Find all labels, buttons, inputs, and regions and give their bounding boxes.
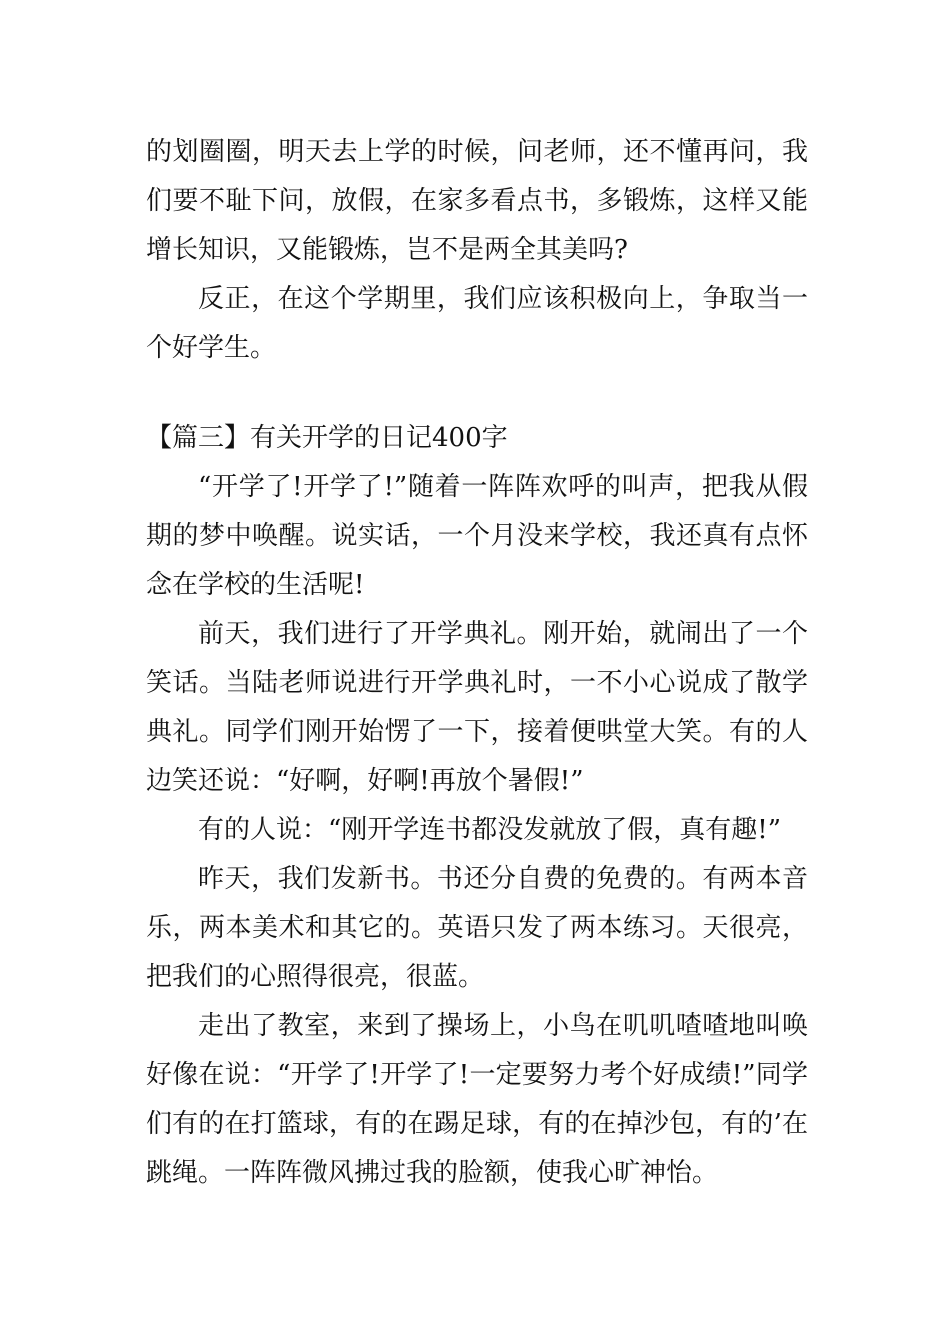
document-page	[146, 128, 808, 1198]
section-heading: 【篇三】有关开学的日记400字	[146, 423, 508, 453]
paragraph-5: 走出了教室，来到了操场上，小鸟在叽叽喳喳地叫唤好像在说：“开学了!开学了!一定要努力考个好成绩!”同学们有的在打篮球，有的在踢足球，有的在掉沙包，有的’在跳绳。一阵阵微风拂过我的脸额，使我心旷神怡。	[146, 1011, 808, 1188]
paragraph-1: “开学了!开学了!”随着一阵阵欢呼的叫声，把我从假期的梦中唤醒。说实话，一个月没来学校，我还真有点怀念在学校的生活呢!	[146, 472, 808, 600]
section-spacer	[146, 373, 808, 414]
paragraph-conclusion: 反正，在这个学期里，我们应该积极向上，争取当一个好学生。	[146, 284, 808, 363]
paragraph-continuation: 的划圈圈，明天去上学的时候，问老师，还不懂再问，我们要不耻下问，放假，在家多看点书，多锻炼，这样又能增长知识，又能锻炼，岂不是两全其美吗?	[146, 137, 808, 265]
paragraph-2: 前天，我们进行了开学典礼。刚开始，就闹出了一个笑话。当陆老师说进行开学典礼时，一不小心说成了散学典礼。同学们刚开始愣了一下，接着便哄堂大笑。有的人边笑还说：“好啊，好啊!再放个暑假!”	[146, 619, 808, 796]
paragraph-4: 昨天，我们发新书。书还分自费的免费的。有两本音乐，两本美术和其它的。英语只发了两本练习。天很亮，把我们的心照得很亮，很蓝。	[146, 864, 808, 992]
paragraph-3: 有的人说：“刚开学连书都没发就放了假，真有趣!”	[198, 815, 782, 845]
